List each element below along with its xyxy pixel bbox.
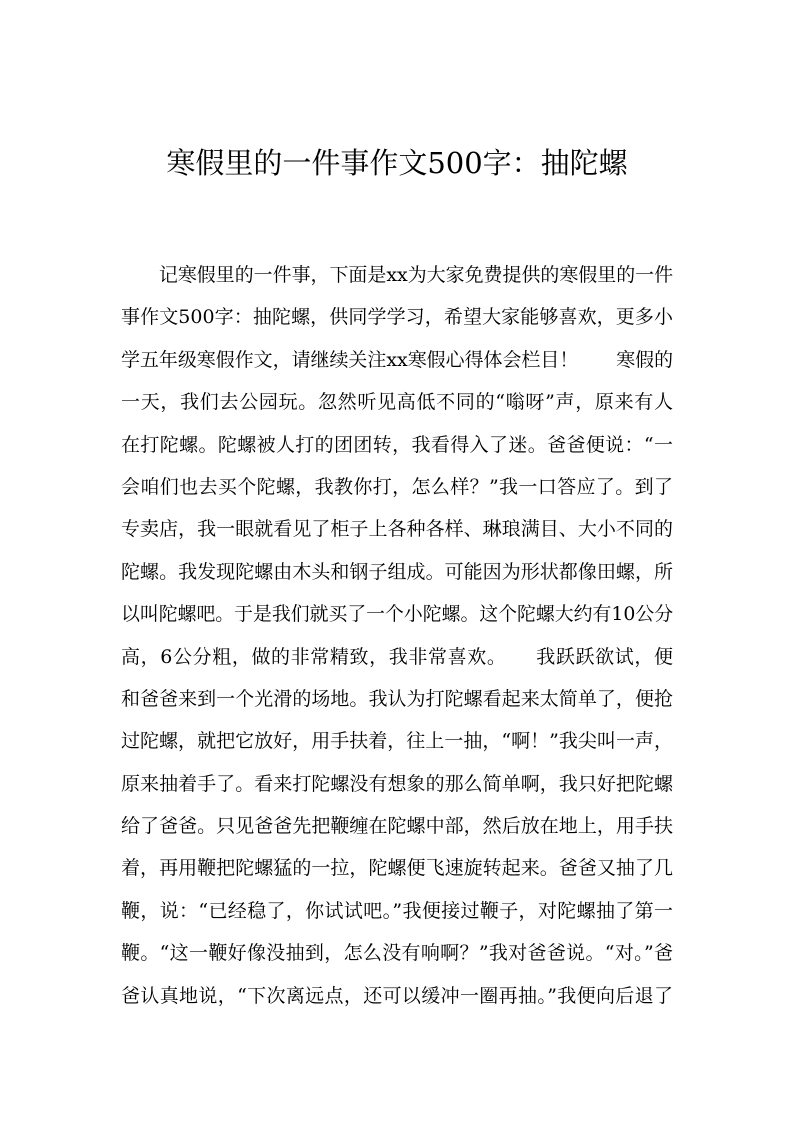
paragraph-line: 在打陀螺。陀螺被人打的团团转，我看得入了迷。爸爸便说：“一 (121, 433, 673, 456)
paragraph-line: 原来抽着手了。看来打陀螺没有想象的那么简单啊，我只好把陀螺 (121, 772, 673, 795)
paragraph-line: 会咱们也去买个陀螺，我教你打，怎么样？”我一口答应了。到了 (121, 475, 673, 498)
paragraph-line: 陀螺。我发现陀螺由木头和钢子组成。可能因为形状都像田螺，所 (121, 560, 673, 583)
document-title: 寒假里的一件事作文500字：抽陀螺 (166, 146, 628, 180)
paragraph-line: 高，6公分粗，做的非常精致，我非常喜欢。 我跃跃欲试，便 (121, 645, 673, 668)
paragraph-line: 鞭，说：“已经稳了，你试试吧。”我便接过鞭子，对陀螺抽了第一 (121, 899, 673, 922)
paragraph-line: 学五年级寒假作文，请继续关注xx寒假心得体会栏目！ 寒假的 (121, 348, 674, 371)
paragraph-line: 鞭。“这一鞭好像没抽到，怎么没有响啊？”我对爸爸说。“对。”爸 (121, 942, 673, 965)
paragraph-line: 过陀螺，就把它放好，用手扶着，往上一抽，“啊！”我尖叫一声， (121, 730, 673, 753)
paragraph-line: 一天，我们去公园玩。忽然听见高低不同的“嗡呀”声，原来有人 (121, 391, 673, 414)
paragraph-line: 以叫陀螺吧。于是我们就买了一个小陀螺。这个陀螺大约有10公分 (121, 603, 674, 626)
paragraph-line: 专卖店，我一眼就看见了柜子上各种各样、琳琅满目、大小不同的 (121, 518, 673, 541)
paragraph-line: 和爸爸来到一个光滑的场地。我认为打陀螺看起来太简单了，便抢 (121, 687, 673, 710)
essay-body (121, 254, 673, 1017)
paragraph-line: 事作文500字：抽陀螺，供同学学习，希望大家能够喜欢，更多小 (121, 306, 673, 329)
paragraph-line: 爸认真地说，“下次离远点，还可以缓冲一圈再抽。”我便向后退了 (121, 984, 673, 1007)
paragraph-line: 记寒假里的一件事，下面是xx为大家免费提供的寒假里的一件 (121, 264, 674, 286)
paragraph-line: 着，再用鞭把陀螺猛的一拉，陀螺便飞速旋转起来。爸爸又抽了几 (121, 857, 673, 880)
paragraph-line: 给了爸爸。只见爸爸先把鞭缠在陀螺中部，然后放在地上，用手扶 (121, 815, 673, 838)
